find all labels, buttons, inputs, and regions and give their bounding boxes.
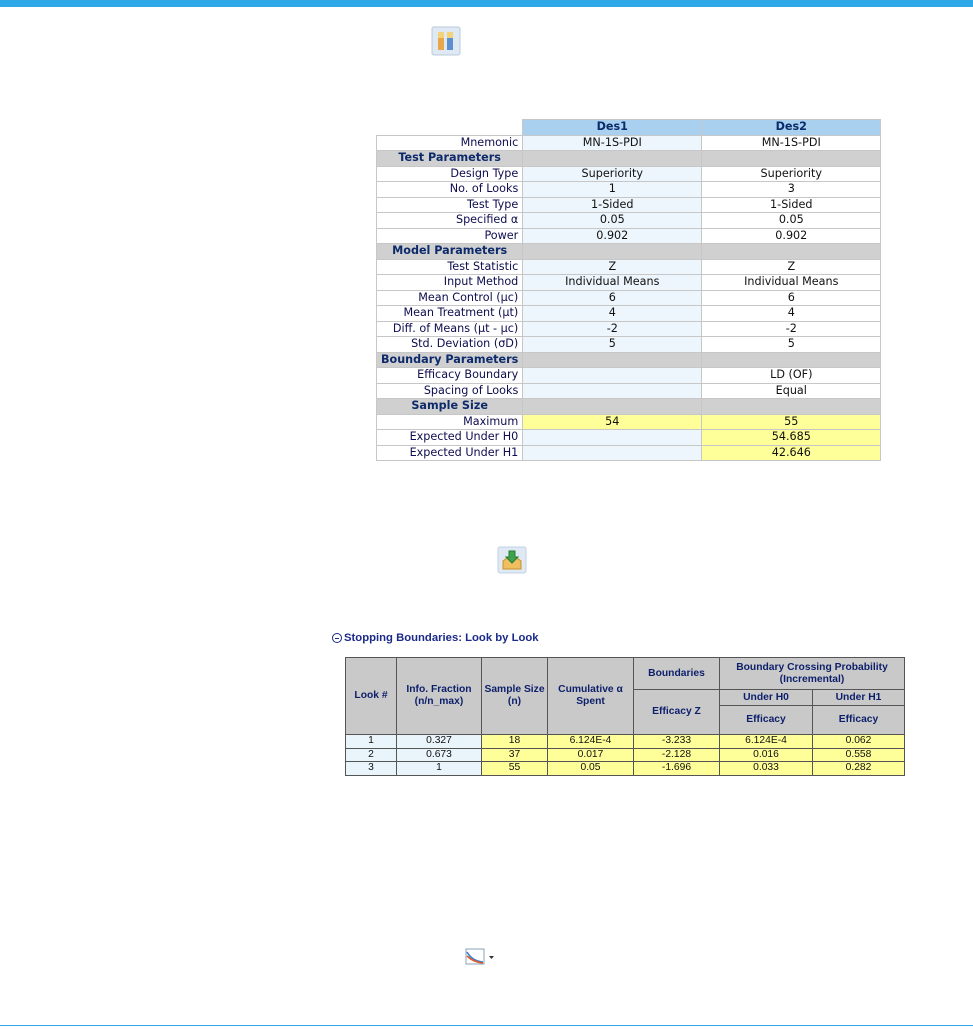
bottom-accent-line [0, 1025, 973, 1026]
look-cell-h1: 0.282 [813, 762, 905, 776]
parameter-row [377, 368, 881, 384]
col-sample-size: Sample Size (n) [482, 658, 548, 735]
collapse-icon[interactable] [332, 633, 342, 643]
parameter-label: Efficacy Boundary [377, 368, 523, 384]
des1-value [523, 430, 702, 446]
design-comparison-table [376, 119, 881, 461]
look-cell-alpha: 6.124E-4 [548, 735, 634, 749]
des2-value: 55 [702, 414, 881, 430]
parameter-label: No. of Looks [377, 182, 523, 198]
section-filler [523, 151, 702, 167]
des1-value: 0.05 [523, 213, 702, 229]
des2-value: 54.685 [702, 430, 881, 446]
section-filler [702, 151, 881, 167]
des2-value: 42.646 [702, 445, 881, 461]
parameter-row [377, 166, 881, 182]
cmp-corner [377, 120, 523, 136]
parameter-row [377, 228, 881, 244]
section-row [377, 352, 881, 368]
parameter-label: Expected Under H1 [377, 445, 523, 461]
stopping-boundaries-header[interactable] [332, 632, 539, 644]
des1-value: 6 [523, 290, 702, 306]
des1-value: 5 [523, 337, 702, 353]
look-cell-look: 3 [346, 762, 397, 776]
parameter-label: Power [377, 228, 523, 244]
des2-value: -2 [702, 321, 881, 337]
look-cell-n: 55 [482, 762, 548, 776]
look-cell-h0: 0.033 [720, 762, 813, 776]
look-cell-z: -3.233 [634, 735, 720, 749]
parameter-row [377, 182, 881, 198]
look-row [346, 762, 905, 776]
save-to-workbook-icon[interactable] [497, 546, 527, 574]
parameter-row [377, 414, 881, 430]
parameter-row [377, 275, 881, 291]
des2-value: MN-1S-PDI [702, 135, 881, 151]
stopping-boundaries-title: Stopping Boundaries: Look by Look [344, 632, 539, 644]
col-under-h0: Under H0 [720, 690, 813, 706]
col-efficacy-h1: Efficacy [813, 706, 905, 735]
section-filler [702, 352, 881, 368]
des2-value: Individual Means [702, 275, 881, 291]
look-cell-h1: 0.062 [813, 735, 905, 749]
col-boundary-crossing-prob: Boundary Crossing Probability (Incremental) [720, 658, 905, 690]
parameter-label: Design Type [377, 166, 523, 182]
section-filler [702, 399, 881, 415]
col-efficacy-h0: Efficacy [720, 706, 813, 735]
look-row [346, 748, 905, 762]
parameter-label: Maximum [377, 414, 523, 430]
section-filler [523, 352, 702, 368]
des2-value: Z [702, 259, 881, 275]
des1-value: 54 [523, 414, 702, 430]
des1-value: 0.902 [523, 228, 702, 244]
col-efficacy-z: Efficacy Z [634, 690, 720, 735]
parameter-label: Mnemonic [377, 135, 523, 151]
parameter-label: Test Type [377, 197, 523, 213]
design-column-header[interactable]: Des2 [702, 120, 881, 136]
des1-value: 1 [523, 182, 702, 198]
des1-value [523, 445, 702, 461]
des2-value: 6 [702, 290, 881, 306]
col-look: Look # [346, 658, 397, 735]
des1-value: 1-Sided [523, 197, 702, 213]
parameter-label: Diff. of Means (μt - μc) [377, 321, 523, 337]
des2-value: Equal [702, 383, 881, 399]
look-cell-look: 1 [346, 735, 397, 749]
section-row [377, 151, 881, 167]
col-info-fraction: Info. Fraction (n/n_max) [397, 658, 482, 735]
parameter-row [377, 197, 881, 213]
des1-value [523, 383, 702, 399]
look-cell-alpha: 0.017 [548, 748, 634, 762]
parameter-row [377, 445, 881, 461]
look-cell-n: 37 [482, 748, 548, 762]
look-row [346, 735, 905, 749]
parameter-row [377, 306, 881, 322]
parameter-row [377, 290, 881, 306]
parameter-label: Std. Deviation (σD) [377, 337, 523, 353]
section-row [377, 244, 881, 260]
des1-value: 4 [523, 306, 702, 322]
stopping-boundaries-table [345, 657, 905, 776]
top-accent-bar [0, 0, 973, 7]
des2-value: 0.05 [702, 213, 881, 229]
look-cell-h0: 6.124E-4 [720, 735, 813, 749]
des1-value: Z [523, 259, 702, 275]
parameter-label: Mean Treatment (μt) [377, 306, 523, 322]
des1-value: Individual Means [523, 275, 702, 291]
parameter-row [377, 383, 881, 399]
des2-value: 5 [702, 337, 881, 353]
des2-value: 1-Sided [702, 197, 881, 213]
parameter-row [377, 213, 881, 229]
look-cell-info: 0.673 [397, 748, 482, 762]
des2-value: 0.902 [702, 228, 881, 244]
des1-value: -2 [523, 321, 702, 337]
section-filler [523, 399, 702, 415]
parameter-row [377, 337, 881, 353]
parameter-row [377, 430, 881, 446]
section-filler [523, 244, 702, 260]
section-row [377, 399, 881, 415]
parameter-label: Specified α [377, 213, 523, 229]
look-cell-n: 18 [482, 735, 548, 749]
look-cell-z: -1.696 [634, 762, 720, 776]
col-cumulative-alpha: Cumulative α Spent [548, 658, 634, 735]
des2-value: 3 [702, 182, 881, 198]
col-boundaries: Boundaries [634, 658, 720, 690]
parameter-label: Mean Control (μc) [377, 290, 523, 306]
look-cell-h1: 0.558 [813, 748, 905, 762]
col-under-h1: Under H1 [813, 690, 905, 706]
section-label: Boundary Parameters [377, 352, 523, 368]
plot-chart-icon[interactable] [464, 947, 498, 967]
des1-value: Superiority [523, 166, 702, 182]
section-label: Test Parameters [377, 151, 523, 167]
parameter-label: Expected Under H0 [377, 430, 523, 446]
des2-value: 4 [702, 306, 881, 322]
des1-value [523, 368, 702, 384]
parameter-label: Test Statistic [377, 259, 523, 275]
parameter-row [377, 259, 881, 275]
parameter-row [377, 135, 881, 151]
section-label: Model Parameters [377, 244, 523, 260]
section-label: Sample Size [377, 399, 523, 415]
compare-designs-icon[interactable] [431, 26, 461, 56]
section-filler [702, 244, 881, 260]
look-cell-z: -2.128 [634, 748, 720, 762]
design-column-header[interactable]: Des1 [523, 120, 702, 136]
look-cell-h0: 0.016 [720, 748, 813, 762]
des2-value: LD (OF) [702, 368, 881, 384]
des2-value: Superiority [702, 166, 881, 182]
look-cell-info: 1 [397, 762, 482, 776]
des1-value: MN-1S-PDI [523, 135, 702, 151]
parameter-label: Spacing of Looks [377, 383, 523, 399]
look-cell-alpha: 0.05 [548, 762, 634, 776]
look-cell-look: 2 [346, 748, 397, 762]
cmp-header-row [377, 120, 881, 136]
look-cell-info: 0.327 [397, 735, 482, 749]
parameter-row [377, 321, 881, 337]
parameter-label: Input Method [377, 275, 523, 291]
